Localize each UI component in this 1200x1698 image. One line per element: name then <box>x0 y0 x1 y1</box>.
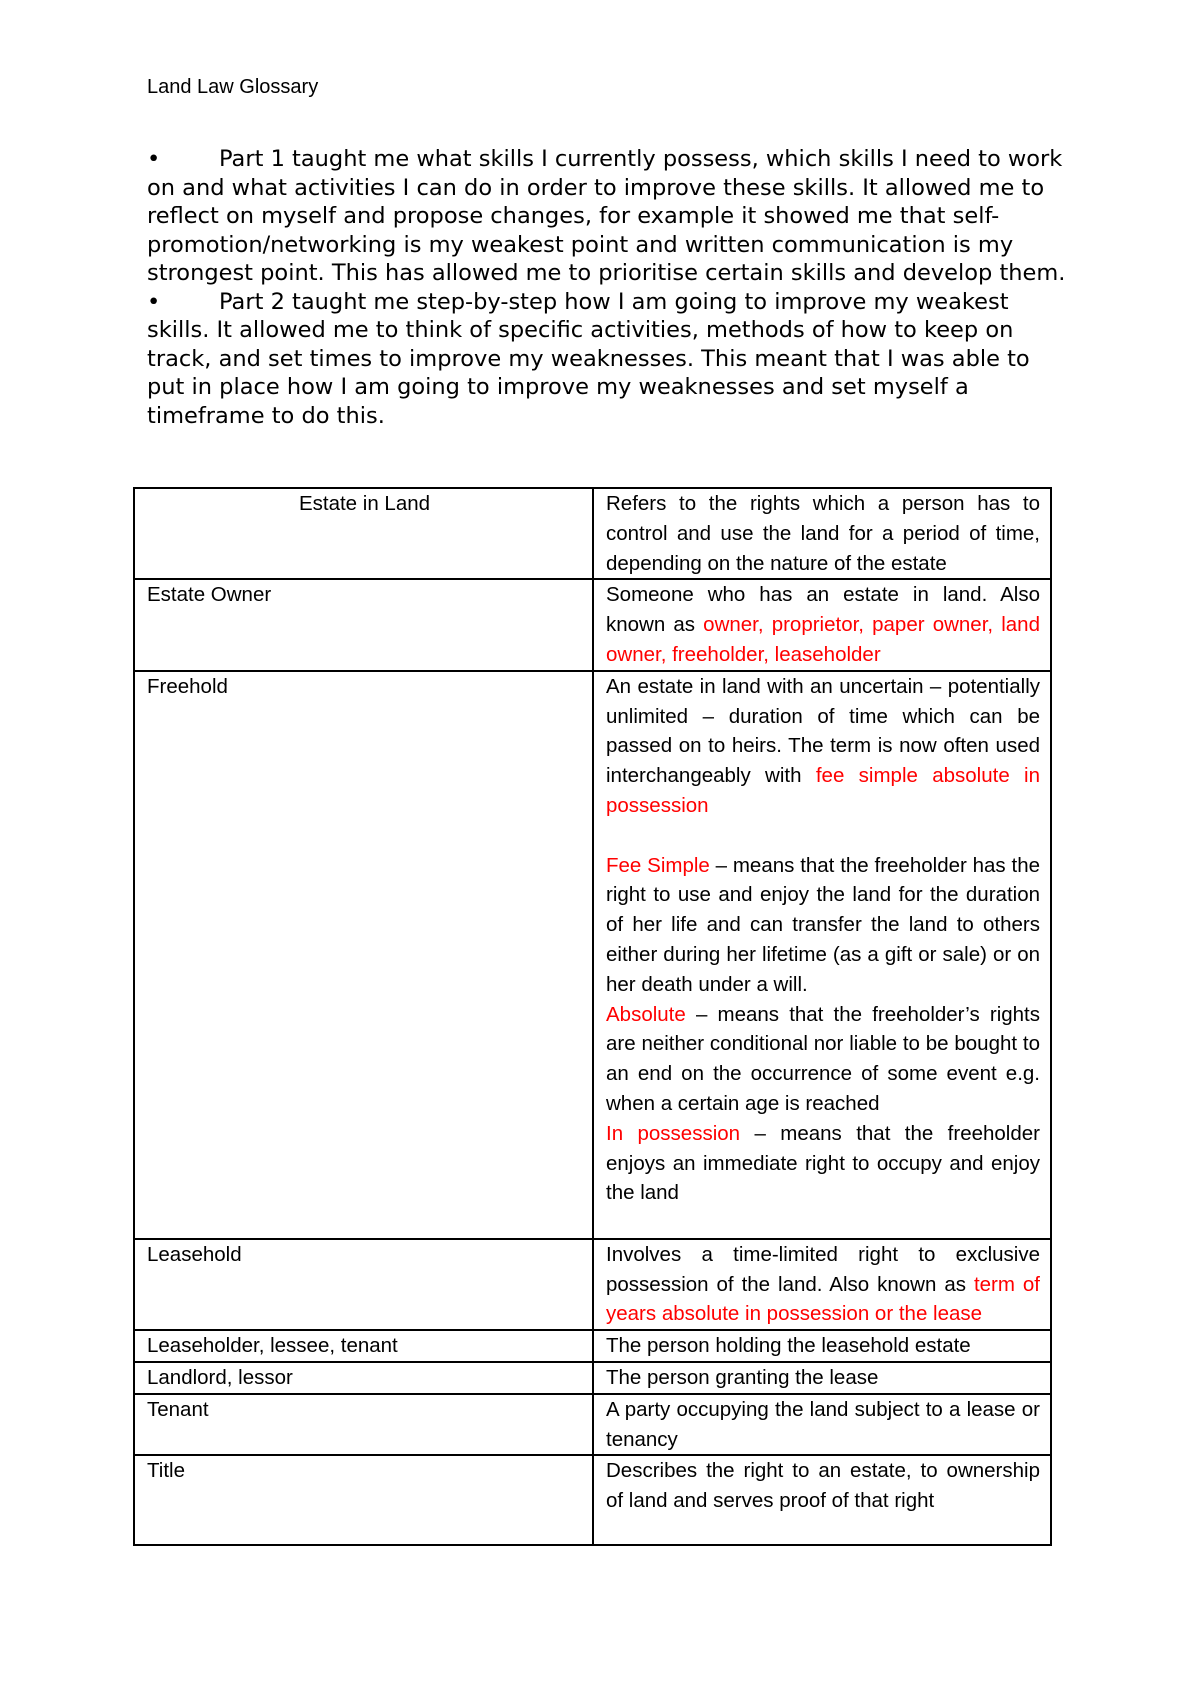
bullet-marker: • <box>147 146 161 172</box>
table-row <box>134 488 1051 579</box>
subterm-highlight: In possession <box>606 1121 741 1145</box>
definition-paragraph <box>606 1000 1040 1119</box>
glossary-table <box>133 487 1052 1546</box>
definition-paragraph <box>606 672 1040 821</box>
table-row <box>134 579 1051 670</box>
subterm-highlight: Absolute <box>606 1002 686 1026</box>
definition-cell: Describes the right to an estate, to ownership of land and serves proof of that right <box>593 1455 1051 1545</box>
definition-text: Someone who has an estate in land. Also known as <box>606 583 1040 637</box>
term-cell: Tenant <box>134 1394 593 1456</box>
bullet-text: Part 1 taught me what skills I currently possess, which skills I need to work on and what activities I can do in order to improve these skills. It allowed me to reflect on myself and propose changes, for example it showed me that self-promotion/networking is my weakest point and written communication is my strongest point. This has allowed me to prioritise certain skills and develop them. <box>147 146 1066 286</box>
spacer-line <box>606 821 1040 851</box>
table-row <box>134 1394 1051 1456</box>
table-row <box>134 1362 1051 1394</box>
term-cell: Estate Owner <box>134 579 593 670</box>
document-title: Land Law Glossary <box>147 76 319 98</box>
table-row <box>134 1239 1051 1330</box>
definition-cell <box>593 1239 1051 1330</box>
term-cell: Title <box>134 1455 593 1545</box>
definition-cell: The person granting the lease <box>593 1362 1051 1394</box>
table-row <box>134 1455 1051 1545</box>
synonym-highlight: fee simple absolute in possession <box>606 764 1040 817</box>
synonym-highlight: owner, proprietor, paper owner, land owner, freeholder, leaseholder <box>606 613 1040 666</box>
definition-cell: A party occupying the land subject to a lease or tenancy <box>593 1394 1051 1456</box>
term-cell: Leasehold <box>134 1239 593 1330</box>
term-cell: Leaseholder, lessee, tenant <box>134 1330 593 1362</box>
definition-paragraph <box>606 851 1040 1000</box>
definition-paragraph <box>606 1119 1040 1208</box>
subterm-highlight: Fee Simple <box>606 853 710 877</box>
term-cell: Landlord, lessor <box>134 1362 593 1394</box>
definition-cell <box>593 579 1051 670</box>
bullet-text: Part 2 taught me step-by-step how I am going to improve my weakest skills. It allowed me to think of specific activities, methods of how to keep on track, and set times to improve my weaknesses. This meant that I was able to put in place how I am going to improve my weaknesses and set myself a timeframe to do this. <box>147 288 1030 429</box>
synonym-highlight: term of years absolute in possession or the lease <box>606 1272 1041 1326</box>
definition-text: An estate in land with an uncertain – potentially unlimited – duration of time which can be passed on to heirs. The term is now often used interchangeably with <box>606 674 1040 788</box>
definition-text: Involves a time-limited right to exclusive possession of the land. Also known as <box>606 1242 1040 1296</box>
definition-text: – means that the freeholder has the right to use and enjoy the land for the duration of her life and can transfer the land to others either during her lifetime (as a gift or sale) or on her death under a will. <box>606 853 1040 996</box>
term-cell: Freehold <box>134 671 593 1239</box>
definition-cell <box>593 671 1051 1239</box>
definition-text: – means that the freeholder enjoys an immediate right to occupy and enjoy the land <box>606 1121 1040 1205</box>
definition-cell: The person holding the leasehold estate <box>593 1330 1051 1362</box>
definition-text: – means that the freeholder’s rights are neither conditional nor liable to be bought to an end on the occurrence of some event e.g. when a certain age is reached <box>606 1002 1040 1115</box>
term-cell: Estate in Land <box>134 488 593 579</box>
reflection-bullets <box>147 145 1067 430</box>
table-row <box>134 1330 1051 1362</box>
definition-cell: Refers to the rights which a person has to control and use the land for a period of time, depending on the nature of the estate <box>593 488 1051 579</box>
table-row <box>134 671 1051 1239</box>
bullet-item <box>147 145 1067 288</box>
bullet-item <box>147 288 1067 431</box>
bullet-marker: • <box>147 288 161 315</box>
